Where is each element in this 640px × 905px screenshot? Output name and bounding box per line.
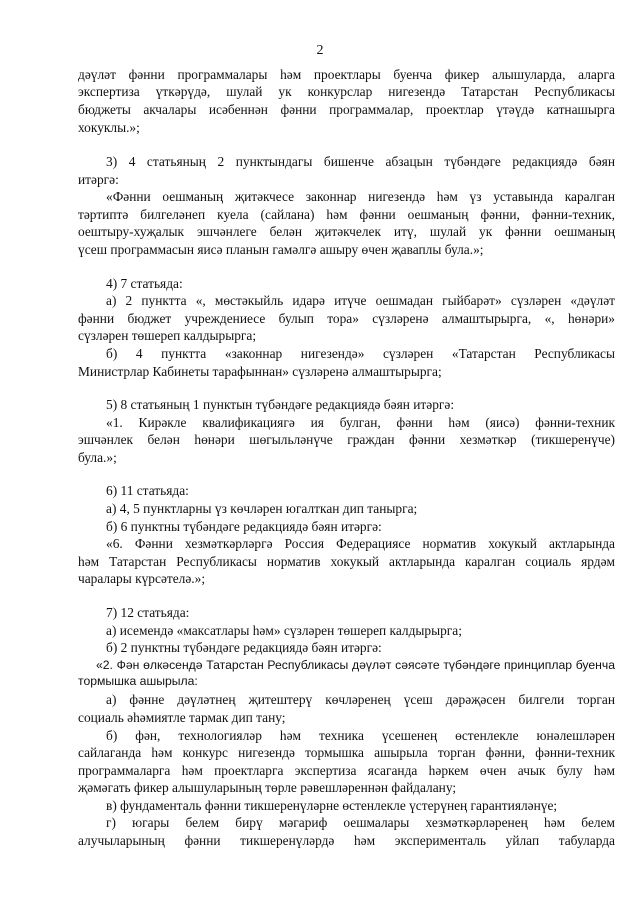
- text-line: үсеш программасын яисә планын гамәлгә ашыру өчен җаваплы була.»;: [78, 242, 484, 257]
- text-line: тәртиптә билгеләнеп куела (сайлана) һәм фәнни оешманың фәнни, фәнни-техник,: [78, 207, 615, 222]
- text-line: «6. Фәнни хезмәткәрләргә Россия Федерациясе норматив хокукый актларында: [106, 536, 615, 551]
- text-line: алучыларының фәнни тикшеренүләрдә һәм эксперименталь уйлап табуларда: [78, 833, 615, 848]
- text-line: 4) 7 статьяда:: [106, 276, 183, 291]
- text-line: 3) 4 статьяның 2 пунктындагы бишенче абзацын түбәндәге редакциядә бәян: [106, 154, 615, 169]
- text-line: эшчәнлек белән һөнәри шөгыльләнүче граждан фәнни хезмәткәр (тикшеренүче): [78, 432, 615, 447]
- text-line: а) 2 пунктта «, мөстәкыйль идарә итүче оешмадан гыйбарәт» сүзләрен «дәүләт: [106, 293, 615, 308]
- text-line: б) фән, технологияләр һәм техника үсешенең өстенлекле юнәлешләрен: [106, 728, 615, 743]
- text-line: б) 2 пунктны түбәндәге редакциядә бәян итәргә:: [106, 640, 382, 655]
- text-line: в) фундаменталь фәнни тикшеренүләрне өстенлекле үстерүнең гарантияләнүе;: [106, 798, 558, 813]
- text-line: программаларга һәм проектларга экспертиза ясаганда һәркем өчен ачык булу һәм: [78, 763, 615, 778]
- text-line: б) 4 пунктта «законнар нигезендә» сүзләрен «Татарстан Республикасы: [106, 346, 615, 361]
- text-line: а) фәнне дәүләтнең җитештерү көчләренең үсеш дәрәҗәсен билгели торган: [106, 692, 615, 707]
- text-line: «2. Фән өлкәсендә Татарстан Республикасы дәүләт сәясәте түбәндәге принциплар буенча: [96, 658, 615, 672]
- text-line: б) 6 пунктны түбәндәге редакциядә бәян итәргә:: [106, 519, 382, 534]
- text-line: сайлаганда һәм конкурс нигезендә тормышка ашырыла торган фәнни, фәнни-техник: [78, 745, 615, 760]
- text-line: а) исемендә «максатлары һәм» сүзләрен төшереп калдырырга;: [106, 623, 462, 638]
- text-line: «Фәнни оешманың җитәкчесе законнар нигезендә һәм үз уставында каралган: [106, 189, 615, 204]
- text-line: дәүләт фәнни программалары һәм проектлары буенча фикер алышуларда, аларга: [78, 67, 615, 82]
- text-line: бюджеты акчалары исәбеннән фәнни программалар, проектлар үтәүдә катнашырга: [78, 102, 615, 117]
- page-number: 2: [316, 43, 324, 58]
- text-line: сүзләрен төшереп калдырырга;: [78, 328, 257, 343]
- text-line: оештыру-хуҗалык эшчәнлеге белән җитәкчелек итү, шулай ук фәнни оешманың: [78, 224, 615, 239]
- text-line: була.»;: [78, 450, 117, 465]
- text-line: фәнни бюджет учреждениесе булып тора» сүзләренә алмаштырырга, «, һөнәри»: [78, 311, 615, 326]
- text-line: хокуклы.»;: [78, 120, 140, 135]
- text-line: 6) 11 статьяда:: [106, 483, 189, 498]
- text-line: Министрлар Кабинеты тарафыннан» сүзләренә алмаштырырга;: [78, 364, 442, 379]
- text-line: тормышка ашырыла:: [78, 674, 198, 688]
- text-line: һәм Татарстан Республикасы норматив хокукый актларында каралган социаль ярдәм: [78, 554, 615, 569]
- text-line: «1. Кирәкле квалификациягә ия булган, фәнни һәм (яисә) фәнни-техник: [106, 415, 615, 430]
- text-line: 5) 8 статьяның 1 пунктын түбәндәге редакциядә бәян итәргә:: [106, 397, 455, 412]
- text-line: социаль әһәмиятле тармак дип тану;: [78, 710, 286, 725]
- text-line: экспертиза үткәрүдә, шулай ук конкурслар нигезендә Татарстан Республикасы: [78, 84, 615, 99]
- text-line: г) югары белем бирү мәгариф оешмалары хезмәткәрләренең һәм белем: [106, 815, 615, 830]
- text-line: 7) 12 статьяда:: [106, 605, 190, 620]
- text-line: итәргә:: [78, 172, 119, 187]
- text-line: чаралары күрсәтелә.»;: [78, 571, 206, 586]
- text-line: а) 4, 5 пунктларны үз көчләрен югалткан дип танырга;: [106, 501, 418, 516]
- text-line: җәмәгать фикер алышуларының төрле рәвешләреннән файдалану;: [78, 780, 457, 795]
